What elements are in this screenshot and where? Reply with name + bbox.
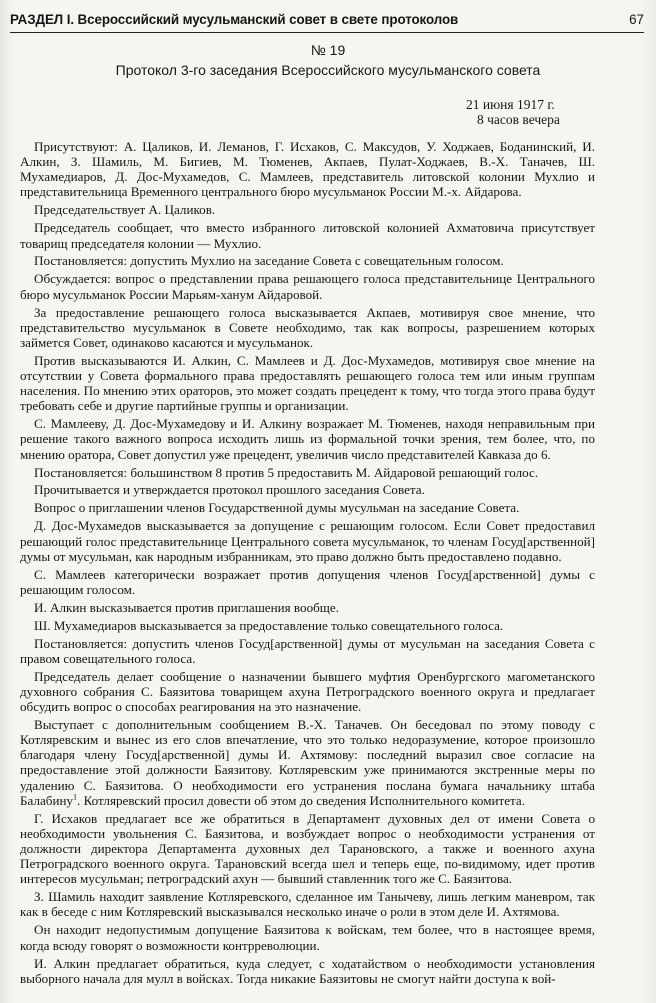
- document-title: Протокол 3-го заседания Всероссийского мусульманского совета: [115, 62, 541, 78]
- paragraph: З. Шамиль находит заявление Котляревского, сделанное им Танычеву, лишь легким маневром, так как в беседе с ним Котляревский высказывался несколько иначе о роли в этом деле И. Ахтямова.: [20, 889, 595, 920]
- paragraph: Председатель сообщает, что вместо избранного литовской колонией Ахматовича присутствует товарищ председателя колонии — Мухлио.: [20, 220, 595, 251]
- paragraph: За предоставление решающего голоса высказывается Акпаев, мотивируя свое мнение, что представительство мусульманок в Совете необходимо, так как вопросы, разрешением которых займется Совет, одинаково касаются и мусульманок.: [20, 304, 595, 350]
- paragraph: С. Мамлееву, Д. Дос-Мухамедову и И. Алкину возражает М. Тюменев, находя неправильным при решение такого важного вопроса исходить лишь из формальной точки зрения, тем более, что, по мнению оратора, Совет допустил уже прецедент, увеличив число представителей Кавказа до 6.: [20, 416, 595, 462]
- page-number: 67: [629, 12, 644, 27]
- date-block: [466, 97, 606, 127]
- paragraph-tail: . Котляревский просил довести об этом до сведения Исполнительного комитета.: [77, 792, 525, 808]
- paragraph: Ш. Мухамедиаров высказывается за предоставление только совещательного голоса.: [34, 617, 504, 633]
- paragraph: Д. Дос-Мухамедов высказывается за допущение с решающим голосом. Если Совет предоставил решающий голос представительнице Центрального совета мусульманок, то членам Госуд[арственной] думы от мусульман, как народным избранникам, это право должно быть предоставлено подавно.: [20, 518, 595, 564]
- protocol-body: [20, 139, 595, 989]
- document-time: 8 часов вечера: [477, 112, 560, 127]
- paragraph: Постановляется: большинством 8 против 5 предоставить М. Айдаровой решающий голос.: [34, 464, 539, 480]
- paragraph-with-footnote: [20, 717, 595, 808]
- paragraph: И. Алкин высказывается против приглашения вообще.: [34, 599, 339, 615]
- paragraph: Вопрос о приглашении членов Государственной думы мусульман на заседание Совета.: [34, 500, 520, 516]
- paragraph: Председатель делает сообщение о назначении бывшего муфтия Оренбургского магометанского духовного собрания С. Баязитова товарищем ахуна Петроградского военного округа и предлагает обсудить вопрос о способах реагирования на это назначение.: [20, 668, 595, 715]
- paragraph: Он находит недопустимым допущение Баязитова к войскам, тем более, что в настоящее время, когда всюду говорят о возможности контрреволюции.: [20, 922, 595, 953]
- paragraph: Обсуждается: вопрос о представлении права решающего голоса представительнице Центрального бюро мусульманок России Марьям-ханум Айдаровой.: [20, 271, 595, 302]
- paragraph: С. Мамлеев категорически возражает против допущения членов Госуд[арственной] думы с решающим голосом.: [20, 566, 595, 597]
- paragraph: Против высказываются И. Алкин, С. Мамлеев и Д. Дос-Мухамедов, мотивируя свое мнение на отсутствии у Совета формального права предоставлять решающего голоса тем или иным группам населения. По мнению этих ораторов, это может создать прецедент к тому, что тогда этого права будут требовать себе и другие партийные группы и организации.: [20, 352, 595, 414]
- paragraph: И. Алкин предлагает обратиться, куда следует, с ходатайством о необходимости установления выборного начала для мулл в войсках. Тогда никакие Баязитовы не смогут найти доступа к вой-: [20, 955, 595, 986]
- paragraph: Присутствуют: А. Цаликов, И. Леманов, Г. Исхаков, С. Максудов, У. Ходжаев, Боданинский, И. Алкин, З. Шамиль, М. Бигиев, М. Тюменев, Акпаев, Пулат-Ходжаев, В.-Х. Таначев, Ш. Мухамедиаров, Д. Дос-Мухамедов, С. Мамлеев, представитель литовской колонии Мухлио и представительница Временного центрального бюро мусульманок России М.-х. Айдарова.: [20, 139, 595, 200]
- document-number: № 19: [310, 42, 346, 58]
- paragraph: Председательствует А. Цаликов.: [34, 202, 216, 218]
- paragraph-text: Выступает с дополнительным сообщением В.-Х. Таначев. Он беседовал по этому поводу с Котляревским и вынес из его слов впечатление, что это только недоразумение, которое произошло благодаря члену Госуд[арственной] думы И. Ахтямову: последний выразил свое согласие на предоставление этой должности Баязитову. Котляревским уже принимаются экстренные меры по удалению С. Баязитова. О необходимости его устранения послана бумага начальнику штаба Балабину: [20, 717, 595, 808]
- paragraph: Прочитывается и утверждается протокол прошлого заседания Совета.: [34, 482, 425, 498]
- paragraph: Г. Исхаков предлагает все же обратиться в Департамент духовных дел от имени Совета о необходимости увольнения С. Баязитова, и возбуждает вопрос о необходимости устранения от должности директора Департамента духовных дел Тарановского, а также и военного ахуна Петроградского военного округа. Тарановский всегда шел и теперь еще, по-видимому, идет против интересов мусульман; петроградский ахун — бывший ставленник того же С. Баязитова.: [20, 810, 595, 887]
- running-header: [10, 9, 644, 31]
- document-date: 21 июня 1917 г.: [466, 97, 555, 112]
- section-title: РАЗДЕЛ I. Всероссийский мусульманский совет в свете протоколов: [10, 12, 459, 27]
- paragraph: Постановляется: допустить членов Госуд[арственной] думы от мусульман на заседания Совета с правом совещательного голоса.: [20, 635, 595, 666]
- paragraph: Постановляется: допустить Мухлио на заседание Совета с совещательным голосом.: [34, 253, 504, 269]
- footnote-marker: 1: [73, 792, 78, 802]
- header-rule: [10, 32, 644, 33]
